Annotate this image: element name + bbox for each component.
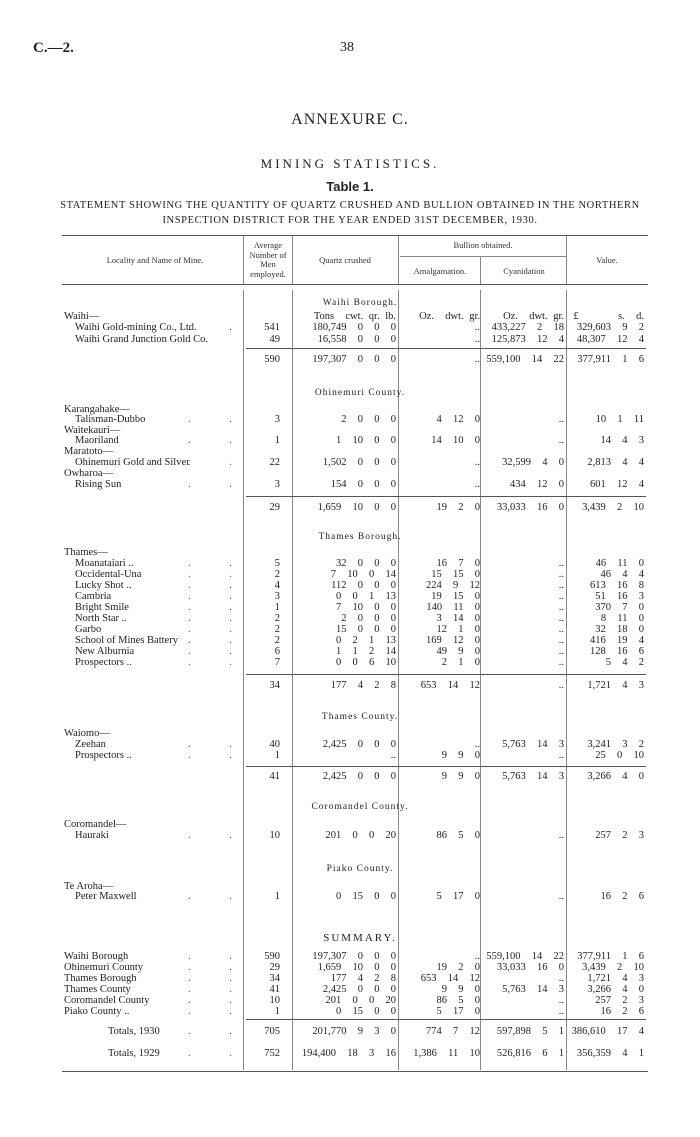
quartz-cell: 0 0 6 10 xyxy=(336,657,396,668)
column-divider xyxy=(480,257,481,284)
value-units: £ s. d. xyxy=(573,311,644,322)
quartz-cell: 1 1 2 14 xyxy=(336,646,396,657)
leader-dots: . . xyxy=(188,739,250,750)
amalgamation-cell: 15 15 0 xyxy=(431,569,480,580)
mine-name-cell: Rising Sun xyxy=(75,479,122,490)
leader-dots: . . xyxy=(188,1006,250,1017)
cyanidation-cell: 526,816 6 1 xyxy=(496,1048,564,1059)
cyanidation-cell: 5,763 14 3 xyxy=(502,739,564,750)
leader-dots: . . xyxy=(188,457,250,468)
quartz-cell: 154 0 0 0 xyxy=(330,479,396,490)
value-cell: 3,266 4 0 xyxy=(587,984,644,995)
table-header-rule xyxy=(62,284,648,285)
cyanidation-cell: .. xyxy=(558,680,564,691)
value-cell: 1,721 4 3 xyxy=(587,680,644,691)
quartz-cell: 201,770 9 3 0 xyxy=(312,1026,396,1037)
value-cell: 1,721 4 3 xyxy=(587,973,644,984)
annexure-title: ANNEXURE C. xyxy=(291,111,409,128)
value-cell: 416 19 4 xyxy=(590,635,644,646)
leader-dots: . . xyxy=(188,635,250,646)
mine-name-cell: Maratoto— xyxy=(64,446,113,457)
men-cell: 40 xyxy=(269,739,280,750)
value-cell: 370 7 0 xyxy=(595,602,644,613)
mine-name-cell: Coromandel— xyxy=(64,819,127,830)
quartz-cell: 201 0 0 20 xyxy=(325,830,396,841)
mine-name-cell: Lucky Shot .. xyxy=(75,580,132,591)
quartz-cell: 2,425 0 0 0 xyxy=(322,739,396,750)
table-row xyxy=(0,478,700,491)
mine-name-cell: Waihi— xyxy=(64,311,100,322)
quartz-cell: 7 10 0 0 xyxy=(336,602,396,613)
leader-dots: . . xyxy=(188,951,250,962)
quartz-cell: 2 0 0 0 xyxy=(341,613,396,624)
amalgamation-cell: 19 2 0 xyxy=(436,502,480,513)
value-cell: 25 0 10 xyxy=(595,750,644,761)
subtotal-rule xyxy=(246,766,646,767)
amalgamation-cell: .. xyxy=(474,951,480,962)
mine-name-cell: Prospectors .. xyxy=(75,657,132,668)
cyanidation-cell: 32,599 4 0 xyxy=(502,457,564,468)
leader-dots: . . xyxy=(188,322,250,333)
table-row xyxy=(0,333,700,346)
amalgamation-header: Amalgamation. xyxy=(413,266,467,276)
section-heading: Coromandel County. xyxy=(311,802,409,812)
value-cell: 46 4 4 xyxy=(600,569,644,580)
column-divider xyxy=(243,236,244,284)
mine-name-cell: Te Aroha— xyxy=(64,881,114,892)
quartz-cell: 7 10 0 14 xyxy=(330,569,396,580)
mine-name-cell: Moanataiari .. xyxy=(75,558,134,569)
quartz-cell: 1,659 10 0 0 xyxy=(317,502,396,513)
amalgamation-cell: 653 14 12 xyxy=(420,973,480,984)
table-top-rule xyxy=(62,235,648,236)
amalgamation-cell: 140 11 0 xyxy=(426,602,480,613)
leader-dots: . . xyxy=(188,414,250,425)
quartz-cell: 0 0 1 13 xyxy=(336,591,396,602)
amalgamation-cell: 16 7 0 xyxy=(436,558,480,569)
quartz-cell: 15 0 0 0 xyxy=(336,624,396,635)
value-cell: 48,307 12 4 xyxy=(576,334,644,345)
quartz-crushed-header: Quartz crushed xyxy=(319,255,371,265)
mine-name-cell: Maoriland xyxy=(75,435,119,446)
cyanidation-header: Cyanidation xyxy=(503,266,545,276)
mine-name-cell: Zeehan xyxy=(75,739,106,750)
quartz-cell: 2,425 0 0 0 xyxy=(322,984,396,995)
leader-dots: . . xyxy=(188,602,250,613)
mine-name-cell: Prospectors .. xyxy=(75,750,132,761)
men-cell: 1 xyxy=(274,1006,280,1017)
amalgamation-cell: 1,386 11 10 xyxy=(413,1048,480,1059)
amalgamation-cell: 86 5 0 xyxy=(436,995,480,1006)
men-cell: 2 xyxy=(274,635,280,646)
cyanidation-cell: .. xyxy=(558,635,564,646)
page-number: 38 xyxy=(340,40,354,55)
cyanidation-cell: .. xyxy=(558,558,564,569)
value-cell: 128 16 6 xyxy=(590,646,644,657)
men-cell: 3 xyxy=(274,479,280,490)
bullion-header: Bullion obtained. xyxy=(453,240,513,250)
men-cell: 5 xyxy=(274,558,280,569)
men-cell: 3 xyxy=(274,591,280,602)
table-title: Table 1. xyxy=(326,179,374,194)
value-cell: 257 2 3 xyxy=(595,830,644,841)
men-cell: 41 xyxy=(269,984,280,995)
mine-name-cell: Totals, 1929 xyxy=(108,1048,160,1059)
men-cell: 705 xyxy=(264,1026,280,1037)
quartz-cell: 197,307 0 0 0 xyxy=(312,354,396,365)
leader-dots: . . xyxy=(188,591,250,602)
cyanidation-cell: .. xyxy=(558,1006,564,1017)
men-cell: 2 xyxy=(274,569,280,580)
quartz-cell: 0 15 0 0 xyxy=(336,1006,396,1017)
cyanidation-cell: 434 12 0 xyxy=(510,479,564,490)
leader-dots: . . xyxy=(188,962,250,973)
leader-dots: . . xyxy=(188,657,250,668)
cyanidation-cell: .. xyxy=(558,414,564,425)
cyanidation-units: Oz. dwt. gr. xyxy=(503,311,564,322)
amalgamation-cell: 14 10 0 xyxy=(431,435,480,446)
leader-dots: . . xyxy=(188,580,250,591)
section-heading: Thames Borough. xyxy=(318,532,402,542)
men-cell: 29 xyxy=(269,962,280,973)
quartz-cell: 0 2 1 13 xyxy=(336,635,396,646)
value-cell: 10 1 11 xyxy=(595,414,644,425)
table-row xyxy=(0,749,700,762)
amalgamation-cell: 9 9 0 xyxy=(441,750,480,761)
table-caption: STATEMENT SHOWING THE QUANTITY OF QUARTZ CRUSHED AND BULLION OBTAINED IN THE NORTHERN INSPECTION DISTRICT FOR THE YEAR ENDED 31ST DECEMBER, 1930. xyxy=(60,200,640,226)
value-cell: 613 16 8 xyxy=(590,580,644,591)
column-divider xyxy=(566,236,567,284)
cyanidation-cell: 5,763 14 3 xyxy=(502,771,564,782)
value-cell: 14 4 3 xyxy=(600,435,644,446)
men-cell: 7 xyxy=(274,657,280,668)
value-cell: 5 4 2 xyxy=(605,657,644,668)
cyanidation-cell: 33,033 16 0 xyxy=(496,502,564,513)
value-cell: 46 11 0 xyxy=(595,558,644,569)
value-header: Value. xyxy=(596,255,618,265)
mine-name-cell: Owharoa— xyxy=(64,468,113,479)
column-divider xyxy=(292,236,293,284)
cyanidation-cell: .. xyxy=(558,580,564,591)
locality-header: Locality and Name of Mine. xyxy=(106,255,204,265)
men-cell: 1 xyxy=(274,891,280,902)
value-cell: 329,603 9 2 xyxy=(576,322,644,333)
leader-dots: . . xyxy=(188,973,250,984)
quartz-cell: 177 4 2 8 xyxy=(330,680,396,691)
quartz-cell: 112 0 0 0 xyxy=(331,580,396,591)
men-cell: 590 xyxy=(264,951,280,962)
cyanidation-cell: .. xyxy=(558,569,564,580)
mine-name-cell: Waihi Borough xyxy=(64,951,129,962)
amalgamation-cell: 224 9 12 xyxy=(426,580,480,591)
leader-dots: . . xyxy=(188,613,250,624)
amalgamation-cell: 49 9 0 xyxy=(436,646,480,657)
mine-name-cell: Piako County .. xyxy=(64,1006,130,1017)
men-cell: 10 xyxy=(269,830,280,841)
amalgamation-cell: .. xyxy=(474,354,480,365)
cyanidation-cell: .. xyxy=(558,613,564,624)
value-cell: 3,241 3 2 xyxy=(587,739,644,750)
quartz-cell: 197,307 0 0 0 xyxy=(312,951,396,962)
value-cell: 386,610 17 4 xyxy=(571,1026,644,1037)
leader-dots: . . xyxy=(188,624,250,635)
mine-name-cell: Garbo xyxy=(75,624,102,635)
mine-name-cell: Occidental-Una xyxy=(75,569,142,580)
men-cell: 34 xyxy=(269,680,280,691)
men-cell: 1 xyxy=(274,750,280,761)
men-cell: 41 xyxy=(269,771,280,782)
cyanidation-cell: .. xyxy=(558,657,564,668)
amalgamation-cell: 19 15 0 xyxy=(431,591,480,602)
value-cell: 3,439 2 10 xyxy=(582,962,644,973)
leader-dots: . . xyxy=(188,750,250,761)
men-cell: 2 xyxy=(274,624,280,635)
table-bottom-rule xyxy=(62,1071,648,1072)
quartz-units: Tons cwt. qr. lb. xyxy=(313,311,396,322)
cyanidation-cell: .. xyxy=(558,995,564,1006)
section-heading: Piako County. xyxy=(326,864,394,874)
quartz-cell: 32 0 0 0 xyxy=(336,558,396,569)
mine-name-cell: School of Mines Battery xyxy=(75,635,178,646)
value-cell: 356,359 4 1 xyxy=(576,1048,644,1059)
quartz-cell: 180,749 0 0 0 xyxy=(312,322,396,333)
men-cell: 3 xyxy=(274,414,280,425)
mine-name-cell: Ohinemuri County xyxy=(64,962,144,973)
table-row xyxy=(0,353,700,366)
value-cell: 16 2 6 xyxy=(600,891,644,902)
table-row xyxy=(0,679,700,692)
mine-name-cell: Thames County xyxy=(64,984,131,995)
value-cell: 8 11 0 xyxy=(600,613,644,624)
mine-name-cell: Hauraki xyxy=(75,830,109,841)
cyanidation-cell: .. xyxy=(558,973,564,984)
amalgamation-cell: .. xyxy=(474,479,480,490)
mining-statistics-heading: MINING STATISTICS. xyxy=(260,156,440,171)
leader-dots: . . xyxy=(188,891,250,902)
section-heading: Waihi Borough. xyxy=(322,298,398,308)
amalgamation-cell: 774 7 12 xyxy=(426,1026,480,1037)
quartz-cell: 0 15 0 0 xyxy=(336,891,396,902)
table-row xyxy=(0,770,700,783)
quartz-cell: 2 0 0 0 xyxy=(341,414,396,425)
mine-name-cell: North Star .. xyxy=(75,613,127,624)
amalgamation-cell: 653 14 12 xyxy=(420,680,480,691)
mine-name-cell: Talisman-Dubbo xyxy=(75,414,146,425)
value-cell: 377,911 1 6 xyxy=(577,951,644,962)
quartz-cell: 1 10 0 0 xyxy=(336,435,396,446)
amalgamation-cell: 9 9 0 xyxy=(441,984,480,995)
amalgamation-cell: .. xyxy=(474,322,480,333)
amalgamation-cell: 9 9 0 xyxy=(441,771,480,782)
cyanidation-cell: .. xyxy=(558,646,564,657)
men-cell: 22 xyxy=(269,457,280,468)
leader-dots: . . xyxy=(188,995,250,1006)
men-cell: 29 xyxy=(269,502,280,513)
amalgamation-cell: 5 17 0 xyxy=(436,891,480,902)
quartz-cell: 177 4 2 8 xyxy=(330,973,396,984)
amalgamation-units: Oz. dwt. gr. xyxy=(419,311,480,322)
cyanidation-cell: 597,898 5 1 xyxy=(496,1026,564,1037)
mine-name-cell: New Alburnia xyxy=(75,646,135,657)
mine-name-cell: Waihi Gold-mining Co., Ltd. xyxy=(75,322,197,333)
cyanidation-cell: .. xyxy=(558,891,564,902)
leader-dots: . . xyxy=(188,569,250,580)
amalgamation-cell: .. xyxy=(474,739,480,750)
quartz-cell: .. xyxy=(390,750,396,761)
men-cell: 6 xyxy=(274,646,280,657)
value-cell: 2,813 4 4 xyxy=(587,457,644,468)
amalgamation-cell: 86 5 0 xyxy=(436,830,480,841)
amalgamation-cell: 2 1 0 xyxy=(441,657,480,668)
mine-name-cell: Karangahake— xyxy=(64,404,130,415)
men-cell: 49 xyxy=(269,334,280,345)
subtotal-rule xyxy=(246,348,646,349)
mine-name-cell: Waihi Grand Junction Gold Co. xyxy=(75,334,209,345)
value-cell: 377,911 1 6 xyxy=(577,354,644,365)
leader-dots: . . xyxy=(188,1048,250,1059)
men-cell: 4 xyxy=(274,580,280,591)
leader-dots: . . xyxy=(188,558,250,569)
table-row xyxy=(0,501,700,514)
table-row xyxy=(0,1025,700,1038)
amalgamation-cell: 3 14 0 xyxy=(436,613,480,624)
quartz-cell: 16,558 0 0 0 xyxy=(317,334,396,345)
value-cell: 3,266 4 0 xyxy=(587,771,644,782)
men-cell: 1 xyxy=(274,602,280,613)
mine-name-cell: Waitekauri— xyxy=(64,425,121,436)
table-row xyxy=(0,656,700,669)
mine-name-cell: Ohinemuri Gold and Silver xyxy=(75,457,190,468)
leader-dots: . . xyxy=(188,1026,250,1037)
column-divider xyxy=(398,236,399,284)
quartz-cell: 1,502 0 0 0 xyxy=(322,457,396,468)
mine-name-cell: Thames Borough xyxy=(64,973,137,984)
value-cell: 601 12 4 xyxy=(590,479,644,490)
men-cell: 10 xyxy=(269,995,280,1006)
mine-name-cell: Totals, 1930 xyxy=(108,1026,160,1037)
mine-name-cell: Thames— xyxy=(64,547,108,558)
cyanidation-cell: 125,873 12 4 xyxy=(491,334,564,345)
table-row xyxy=(0,890,700,903)
value-cell: 51 16 3 xyxy=(595,591,644,602)
cyanidation-cell: .. xyxy=(558,591,564,602)
cyanidation-cell: 5,763 14 3 xyxy=(502,984,564,995)
amalgamation-cell: 5 17 0 xyxy=(436,1006,480,1017)
cyanidation-cell: 33,033 16 0 xyxy=(496,962,564,973)
mine-name-cell: Waiomo— xyxy=(64,728,110,739)
subtotal-rule xyxy=(246,674,646,675)
men-cell: 2 xyxy=(274,613,280,624)
men-cell: 541 xyxy=(264,322,280,333)
quartz-cell: 2,425 0 0 0 xyxy=(322,771,396,782)
value-cell: 257 2 3 xyxy=(595,995,644,1006)
mine-name-cell: Bright Smile xyxy=(75,602,129,613)
value-cell: 32 18 0 xyxy=(595,624,644,635)
cyanidation-cell: .. xyxy=(558,624,564,635)
amalgamation-cell: 19 2 0 xyxy=(436,962,480,973)
section-heading: Ohinemuri County. xyxy=(314,388,406,398)
section-heading: Thames County. xyxy=(321,712,399,722)
cyanidation-cell: .. xyxy=(558,435,564,446)
quartz-cell: 194,400 18 3 16 xyxy=(301,1048,396,1059)
men-cell: 752 xyxy=(264,1048,280,1059)
leader-dots: . . xyxy=(188,435,250,446)
cyanidation-cell: .. xyxy=(558,602,564,613)
leader-dots: . . xyxy=(188,646,250,657)
totals-rule xyxy=(246,1019,646,1020)
quartz-cell: 1,659 10 0 0 xyxy=(317,962,396,973)
amalgamation-cell: 169 12 0 xyxy=(426,635,480,646)
amalgamation-cell: .. xyxy=(474,457,480,468)
summary-heading: SUMMARY. xyxy=(323,932,397,944)
mine-name-cell: Coromandel County xyxy=(64,995,150,1006)
amalgamation-cell: 12 1 0 xyxy=(436,624,480,635)
leader-dots: . . xyxy=(188,830,250,841)
value-cell: 3,439 2 10 xyxy=(582,502,644,513)
mine-name-cell: Peter Maxwell xyxy=(75,891,137,902)
quartz-cell: 201 0 0 20 xyxy=(325,995,396,1006)
men-cell: 1 xyxy=(274,435,280,446)
amalgamation-cell: 4 12 0 xyxy=(436,414,480,425)
cyanidation-cell: 559,100 14 22 xyxy=(486,354,564,365)
amalgamation-cell: .. xyxy=(474,334,480,345)
subtotal-rule xyxy=(246,496,646,497)
leader-dots: . . xyxy=(188,479,250,490)
leader-dots: . . xyxy=(188,984,250,995)
cyanidation-cell: .. xyxy=(558,750,564,761)
men-cell: 34 xyxy=(269,973,280,984)
report-reference: C.—2. xyxy=(33,40,74,56)
cyanidation-cell: .. xyxy=(558,830,564,841)
value-cell: 16 2 6 xyxy=(600,1006,644,1017)
men-employed-header: Average Number of Men employed. xyxy=(249,240,287,279)
table-row xyxy=(0,829,700,842)
bullion-subrule xyxy=(400,256,566,257)
cyanidation-cell: 559,100 14 22 xyxy=(486,951,564,962)
men-cell: 590 xyxy=(264,354,280,365)
cyanidation-cell: 433,227 2 18 xyxy=(491,322,564,333)
mine-name-cell: Cambria xyxy=(75,591,112,602)
table-row xyxy=(0,1005,700,1018)
table-row xyxy=(0,1047,700,1060)
